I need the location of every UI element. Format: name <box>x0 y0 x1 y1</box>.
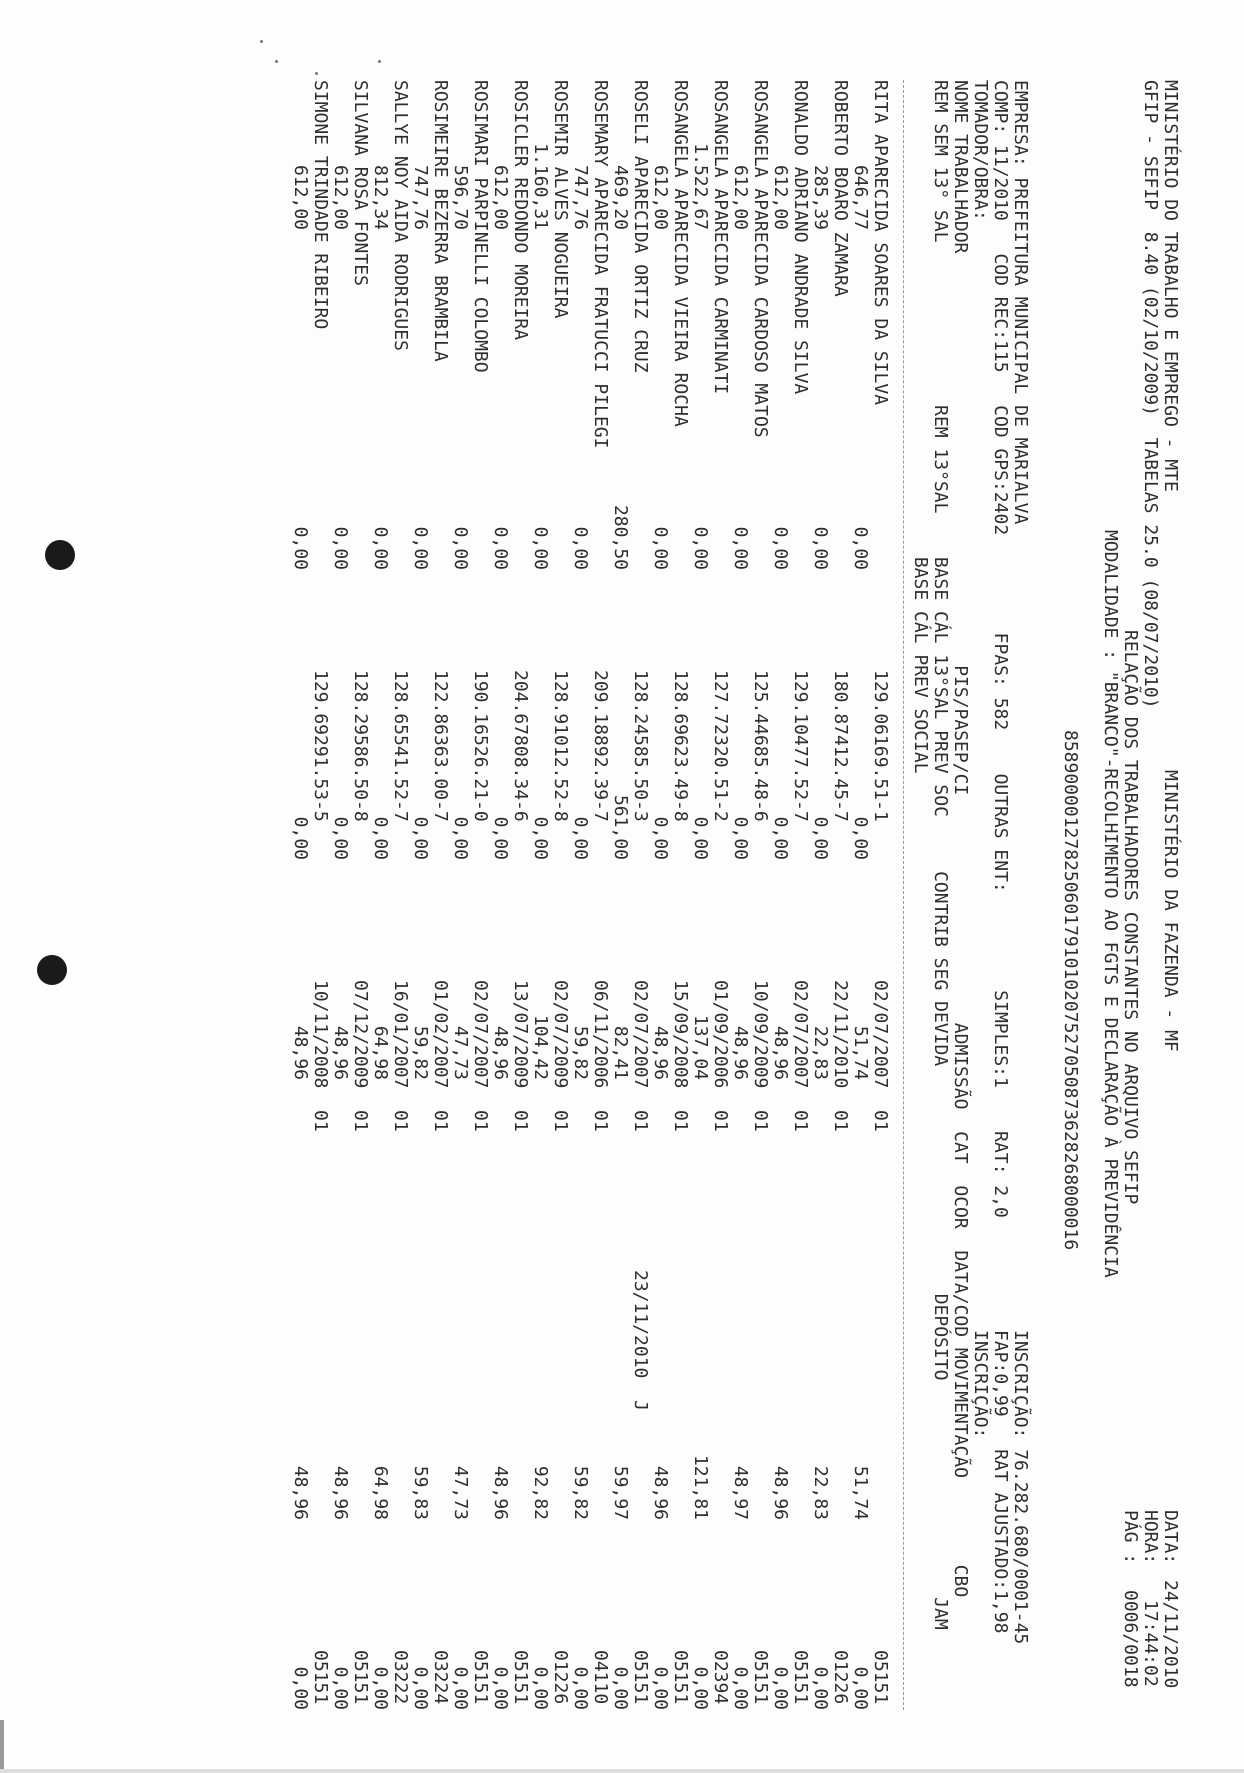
column-header-row1: NOME TRABALHADOR PIS/PASEP/CI ADMISSÃO CAT OCOR DATA/COD MOVIMENTAÇÃO CBO <box>950 80 971 1598</box>
worker-category: 01 <box>510 1110 531 1132</box>
worker-admission-date: 02/07/2007 <box>790 980 811 1089</box>
worker-contrib-seg: 59,82 <box>570 1025 591 1080</box>
worker-name: SALLYE NOY AIDA RODRIGUES <box>390 80 411 351</box>
worker-deposit: 59,83 <box>410 1465 431 1520</box>
worker-rem-sem-13: 747,76 <box>570 164 591 230</box>
tomador-line: TOMADOR/OBRA: <box>970 80 991 221</box>
worker-rem-13: 0,00 <box>530 526 551 570</box>
worker-rem-sem-13: 1.160,31 <box>530 143 551 230</box>
worker-pis: 209.18892.39-7 <box>590 670 611 822</box>
worker-cbo: 05151 <box>670 1650 691 1705</box>
worker-category: 01 <box>790 1110 811 1132</box>
worker-jam: 0,00 <box>530 1666 551 1710</box>
worker-category: 01 <box>830 1110 851 1132</box>
worker-cbo: 02394 <box>710 1650 731 1705</box>
worker-contrib-seg: 48,96 <box>290 1025 311 1080</box>
worker-base-13: 0,00 <box>530 816 551 860</box>
worker-name: RITA APARECIDA SOARES DA SILVA <box>870 80 891 406</box>
worker-jam: 0,00 <box>330 1666 351 1710</box>
worker-category: 01 <box>590 1110 611 1132</box>
worker-rem-13: 0,00 <box>650 526 671 570</box>
header-report-title: RELAÇÃO DOS TRABALHADORES CONSTANTES NO ARQUIVO SEFIP <box>1120 630 1141 1205</box>
worker-rem-sem-13: 469,20 <box>610 164 631 230</box>
worker-rem-13: 0,00 <box>810 526 831 570</box>
header-ministry-line: MINISTÉRIO DO TRABALHO E EMPREGO - MTE <box>1160 80 1181 492</box>
worker-rem-sem-13: 612,00 <box>650 164 671 230</box>
worker-cbo: 05151 <box>750 1650 771 1705</box>
punch-hole-upper <box>45 540 75 570</box>
worker-cbo: 05151 <box>310 1650 331 1705</box>
worker-rem-13: 0,00 <box>850 526 871 570</box>
worker-admission-date: 02/07/2009 <box>550 980 571 1089</box>
worker-category: 01 <box>670 1110 691 1132</box>
scan-speck <box>378 60 381 63</box>
worker-name: ROSICLER REDONDO MOREIRA <box>510 80 531 341</box>
worker-category: 01 <box>750 1110 771 1132</box>
worker-category: 01 <box>630 1110 651 1132</box>
worker-rem-sem-13: 646,77 <box>850 164 871 230</box>
header-modalidade: MODALIDADE : "BRANCO"-RECOLHIMENTO AO FGTS E DECLARAÇÃO À PREVIDÊNCIA <box>1100 530 1121 1278</box>
worker-jam: 0,00 <box>770 1666 791 1710</box>
worker-base-13: 0,00 <box>570 816 591 860</box>
worker-contrib-seg: 48,96 <box>330 1025 351 1080</box>
worker-rem-sem-13: 1.522,67 <box>690 143 711 230</box>
header-barcode-number: 8589000012782506017910102075270508736282680000​16 <box>1060 730 1081 1251</box>
worker-base-13: 0,00 <box>850 816 871 860</box>
worker-deposit: 59,82 <box>570 1465 591 1520</box>
worker-rem-sem-13: 612,00 <box>290 164 311 230</box>
header-time-label: HORA: <box>1140 1510 1161 1565</box>
worker-contrib-seg: 47,73 <box>450 1025 471 1080</box>
worker-cbo: 05151 <box>510 1650 531 1705</box>
worker-cbo: 04110 <box>590 1650 611 1705</box>
worker-cbo: 05151 <box>350 1650 371 1705</box>
worker-base-13: 0,00 <box>450 816 471 860</box>
worker-jam: 0,00 <box>810 1666 831 1710</box>
header-ministry-fazenda: MINISTÉRIO DA FAZENDA - MF <box>1160 770 1181 1052</box>
empresa-line: EMPRESA: PREFEITURA MUNICIPAL DE MARIALVA <box>1010 80 1031 525</box>
worker-list <box>150 70 1180 1730</box>
column-header-row2: REM SEM 13° SAL REM 13°SAL BASE CÁL 13°SAL PREV SOC CONTRIB SEG DEVIDA DEPÓSITO JAM <box>930 80 951 1630</box>
worker-contrib-seg: 82,41 <box>610 1025 631 1080</box>
worker-pis: 129.69291.53-5 <box>310 670 331 822</box>
worker-base-13: 0,00 <box>290 816 311 860</box>
worker-deposit: 92,82 <box>530 1465 551 1520</box>
worker-rem-13: 0,00 <box>370 526 391 570</box>
header-page-value: 0006/0018 <box>1120 1590 1141 1688</box>
worker-base-13: 561,00 <box>610 794 631 860</box>
worker-pis: 127.72320.51-2 <box>710 670 731 822</box>
worker-pis: 128.65541.52-7 <box>390 670 411 822</box>
worker-name: ROSELI APARECIDA ORTIZ CRUZ <box>630 80 651 373</box>
worker-name: ROSANGELA APARECIDA VIEIRA ROCHA <box>670 80 691 427</box>
worker-contrib-seg: 48,96 <box>730 1025 751 1080</box>
worker-name: ROSIMARI PARPINELLI COLOMBO <box>470 80 491 373</box>
worker-admission-date: 16/01/2007 <box>390 980 411 1089</box>
worker-rem-13: 0,00 <box>730 526 751 570</box>
rotated-report-sheet <box>150 70 1180 1730</box>
header-time-value: 17:44:02 <box>1140 1600 1161 1687</box>
punch-hole-lower <box>37 955 67 985</box>
worker-cbo: 03224 <box>430 1650 451 1705</box>
worker-rem-13: 0,00 <box>450 526 471 570</box>
worker-deposit: 121,81 <box>690 1454 711 1520</box>
worker-rem-13: 280,50 <box>610 504 631 570</box>
worker-deposit: 64,98 <box>370 1465 391 1520</box>
worker-deposit: 48,96 <box>290 1465 311 1520</box>
worker-category: 01 <box>310 1110 331 1132</box>
worker-rem-13: 0,00 <box>330 526 351 570</box>
worker-admission-date: 01/09/2006 <box>710 980 731 1089</box>
worker-pis: 128.91012.52-8 <box>550 670 571 822</box>
worker-pis: 128.29586.50-8 <box>350 670 371 822</box>
worker-base-13: 0,00 <box>490 816 511 860</box>
scan-edge <box>0 1769 1244 1773</box>
worker-contrib-seg: 64,98 <box>370 1025 391 1080</box>
worker-name: ROSIMEIRE BEZERRA BRAMBILA <box>430 80 451 362</box>
worker-deposit: 48,96 <box>770 1465 791 1520</box>
worker-category: 01 <box>870 1110 891 1132</box>
worker-jam: 0,00 <box>370 1666 391 1710</box>
worker-base-13: 0,00 <box>730 816 751 860</box>
header-date-label: DATA: <box>1160 1510 1181 1565</box>
empresa-fap: FAP:0,99 RAT AJUSTADO:1,98 <box>990 1330 1011 1634</box>
empresa-inscricao: INSCRIÇÃO: 76.282.680/0001-45 <box>1010 1330 1031 1645</box>
worker-base-13: 0,00 <box>810 816 831 860</box>
worker-rem-sem-13: 612,00 <box>490 164 511 230</box>
worker-jam: 0,00 <box>690 1666 711 1710</box>
worker-cbo: 05151 <box>870 1650 891 1705</box>
worker-contrib-seg: 48,96 <box>770 1025 791 1080</box>
worker-jam: 0,00 <box>450 1666 471 1710</box>
worker-cbo: 05151 <box>790 1650 811 1705</box>
worker-pis: 122.86363.00-7 <box>430 670 451 822</box>
worker-jam: 0,00 <box>410 1666 431 1710</box>
worker-name: ROBERTO BOARO ZAMARA <box>830 80 851 297</box>
worker-admission-date: 15/09/2008 <box>670 980 691 1089</box>
worker-name: ROSANGELA APARECIDA CARMINATI <box>710 80 731 395</box>
worker-admission-date: 06/11/2006 <box>590 980 611 1089</box>
worker-jam: 0,00 <box>490 1666 511 1710</box>
scan-speck <box>315 72 318 75</box>
worker-rem-13: 0,00 <box>770 526 791 570</box>
worker-base-13: 0,00 <box>690 816 711 860</box>
worker-name: SILVANA ROSA FONTES <box>350 80 371 286</box>
worker-admission-date: 22/11/2010 <box>830 980 851 1089</box>
worker-jam: 0,00 <box>570 1666 591 1710</box>
worker-deposit: 48,96 <box>490 1465 511 1520</box>
worker-admission-date: 10/11/2008 <box>310 980 331 1089</box>
worker-pis: 125.44685.48-6 <box>750 670 771 822</box>
worker-pis: 128.24585.50-3 <box>630 670 651 822</box>
worker-deposit: 48,96 <box>650 1465 671 1520</box>
worker-admission-date: 02/07/2007 <box>630 980 651 1089</box>
worker-contrib-seg: 22,83 <box>810 1025 831 1080</box>
worker-name: ROSEMIR ALVES NOGUEIRA <box>550 80 571 319</box>
empresa-comp-line: COMP: 11/2010 COD REC:115 COD GPS:2402 FPAS: 582 OUTRAS ENT: SIMPLES:1 RAT: 2,0 <box>990 80 1011 1218</box>
worker-cbo: 05151 <box>630 1650 651 1705</box>
worker-deposit: 22,83 <box>810 1465 831 1520</box>
worker-name: ROSANGELA APARECIDA CARDOSO MATOS <box>750 80 771 438</box>
worker-category: 01 <box>550 1110 571 1132</box>
worker-pis: 190.16526.21-0 <box>470 670 491 822</box>
worker-name: ROSEMARY APARECIDA FRATUCCI PILEGI <box>590 80 611 449</box>
header-software-line: GFIP - SEFIP 8.40 (02/10/2009) TABELAS 25.0 (08/07/2010) <box>1140 80 1161 709</box>
worker-pis: 128.69623.49-8 <box>670 670 691 822</box>
worker-deposit: 51,74 <box>850 1465 871 1520</box>
worker-base-13: 0,00 <box>410 816 431 860</box>
worker-rem-sem-13: 612,00 <box>730 164 751 230</box>
worker-admission-date: 13/07/2009 <box>510 980 531 1089</box>
worker-pis: 204.67808.34-6 <box>510 670 531 822</box>
worker-jam: 0,00 <box>730 1666 751 1710</box>
worker-contrib-seg: 137,04 <box>690 1014 711 1080</box>
worker-base-13: 0,00 <box>370 816 391 860</box>
worker-deposit: 47,73 <box>450 1465 471 1520</box>
worker-name: RONALDO ADRIANO ANDRADE SILVA <box>790 80 811 395</box>
worker-deposit: 48,96 <box>330 1465 351 1520</box>
worker-rem-sem-13: 596,70 <box>450 164 471 230</box>
worker-pis: 129.06169.51-1 <box>870 670 891 822</box>
worker-rem-sem-13: 747,76 <box>410 164 431 230</box>
tomador-inscricao: INSCRIÇÃO: <box>970 1330 991 1439</box>
scan-speck <box>275 60 278 63</box>
worker-cbo: 05151 <box>470 1650 491 1705</box>
worker-admission-date: 10/09/2009 <box>750 980 771 1089</box>
worker-rem-13: 0,00 <box>570 526 591 570</box>
worker-contrib-seg: 104,42 <box>530 1014 551 1080</box>
worker-jam: 0,00 <box>850 1666 871 1710</box>
worker-pis: 180.87412.45-7 <box>830 670 851 822</box>
worker-rem-sem-13: 285,39 <box>810 164 831 230</box>
worker-pis: 129.10477.52-7 <box>790 670 811 822</box>
worker-contrib-seg: 48,96 <box>490 1025 511 1080</box>
worker-category: 01 <box>350 1110 371 1132</box>
column-header-row3: BASE CÁL PREV SOCIAL <box>910 80 931 774</box>
worker-admission-date: 02/07/2007 <box>870 980 891 1089</box>
worker-rem-sem-13: 612,00 <box>770 164 791 230</box>
worker-deposit: 59,97 <box>610 1465 631 1520</box>
worker-cbo: 03222 <box>390 1650 411 1705</box>
worker-admission-date: 07/12/2009 <box>350 980 371 1089</box>
worker-name: SIMONE TRINDADE RIBEIRO <box>310 80 331 330</box>
worker-rem-13: 0,00 <box>490 526 511 570</box>
worker-contrib-seg: 59,82 <box>410 1025 431 1080</box>
worker-category: 01 <box>390 1110 411 1132</box>
worker-rem-13: 0,00 <box>690 526 711 570</box>
worker-rem-13: 0,00 <box>410 526 431 570</box>
header-date-value: 24/11/2010 <box>1160 1580 1181 1689</box>
worker-category: 01 <box>430 1110 451 1132</box>
worker-contrib-seg: 51,74 <box>850 1025 871 1080</box>
worker-jam: 0,00 <box>650 1666 671 1710</box>
worker-rem-sem-13: 812,34 <box>370 164 391 230</box>
scan-edge <box>0 1720 4 1773</box>
worker-admission-date: 01/02/2007 <box>430 980 451 1089</box>
worker-jam: 0,00 <box>290 1666 311 1710</box>
worker-cbo: 01226 <box>830 1650 851 1705</box>
worker-base-13: 0,00 <box>770 816 791 860</box>
worker-jam: 0,00 <box>610 1666 631 1710</box>
worker-movement: 23/11/2010 J <box>630 1270 651 1411</box>
worker-admission-date: 02/07/2007 <box>470 980 491 1089</box>
worker-contrib-seg: 48,96 <box>650 1025 671 1080</box>
worker-rem-sem-13: 612,00 <box>330 164 351 230</box>
scan-speck <box>260 40 263 43</box>
worker-deposit: 48,97 <box>730 1465 751 1520</box>
header-page-label: PÁG : <box>1120 1510 1141 1565</box>
worker-rem-13: 0,00 <box>290 526 311 570</box>
worker-base-13: 0,00 <box>650 816 671 860</box>
worker-cbo: 01226 <box>550 1650 571 1705</box>
worker-base-13: 0,00 <box>330 816 351 860</box>
worker-category: 01 <box>710 1110 731 1132</box>
worker-category: 01 <box>470 1110 491 1132</box>
